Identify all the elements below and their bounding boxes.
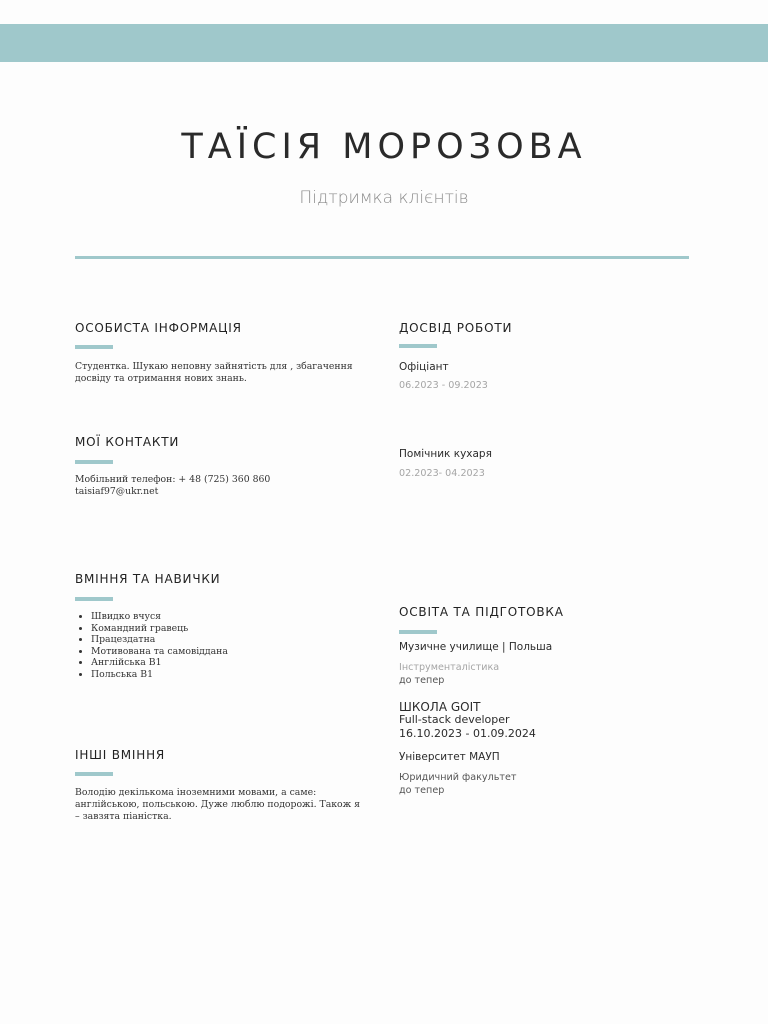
education-title: ШКОЛА GOIT bbox=[399, 700, 481, 714]
header-divider bbox=[75, 256, 689, 259]
contact-phone: Мобільний телефон: + 48 (725) 360 860 bbox=[75, 474, 271, 485]
skill-item: • Працездатна bbox=[91, 634, 228, 646]
education-period: до тепер bbox=[399, 675, 445, 686]
personal-info-text: Студентка. Шукаю неповну зайнятість для , збагачення досвіду та отримання нових знань. bbox=[75, 361, 353, 384]
candidate-name: ТАЇСІЯ МОРОЗОВА bbox=[181, 127, 587, 167]
skill-item: • Командний гравець bbox=[91, 623, 228, 635]
other-skills-heading: ІНШІ ВМІННЯ bbox=[75, 748, 166, 762]
personal-info-heading: ОСОБИСТА ІНФОРМАЦІЯ bbox=[75, 321, 242, 335]
education-accent bbox=[399, 630, 437, 634]
education-heading: ОСВІТА ТА ПІДГОТОВКА bbox=[399, 605, 564, 619]
experience-heading: ДОСВІД РОБОТИ bbox=[399, 321, 513, 335]
education-detail: Full-stack developer bbox=[399, 713, 510, 726]
education-detail: Юридичний факультет bbox=[399, 772, 517, 783]
education-title: Музичне училище | Польша bbox=[399, 641, 553, 653]
skill-item: • Польська B1 bbox=[91, 669, 228, 681]
job-title: Помічник кухаря bbox=[399, 448, 492, 460]
contacts-heading: МОЇ КОНТАКТИ bbox=[75, 435, 180, 449]
candidate-role: Підтримка клієнтів bbox=[299, 188, 469, 208]
personal-info-accent bbox=[75, 345, 113, 349]
contact-email[interactable]: taisiaf97@ukr.net bbox=[75, 486, 159, 497]
education-title: Університет МАУП bbox=[399, 751, 500, 763]
skills-list bbox=[75, 611, 228, 680]
education-period: до тепер bbox=[399, 785, 445, 796]
contacts-accent bbox=[75, 460, 113, 464]
job-dates: 06.2023 - 09.2023 bbox=[399, 380, 488, 391]
skill-item: • Англійська B1 bbox=[91, 657, 228, 669]
skill-item: • Швидко вчуся bbox=[91, 611, 228, 623]
job-title: Офіціант bbox=[399, 361, 449, 373]
job-dates: 02.2023- 04.2023 bbox=[399, 468, 485, 479]
other-skills-accent bbox=[75, 772, 113, 776]
skills-accent bbox=[75, 597, 113, 601]
skill-item: • Мотивована та самовіддана bbox=[91, 646, 228, 658]
education-detail: Інструменталістика bbox=[399, 662, 500, 673]
experience-accent bbox=[399, 344, 437, 348]
top-accent-band bbox=[0, 24, 768, 62]
other-skills-text: Володію декількома іноземними мовами, а саме: англійською, польською. Дуже люблю подорожі. Також я – завзята піаністка. bbox=[75, 787, 361, 822]
skills-heading: ВМІННЯ ТА НАВИЧКИ bbox=[75, 572, 221, 586]
education-period: 16.10.2023 - 01.09.2024 bbox=[399, 727, 536, 740]
